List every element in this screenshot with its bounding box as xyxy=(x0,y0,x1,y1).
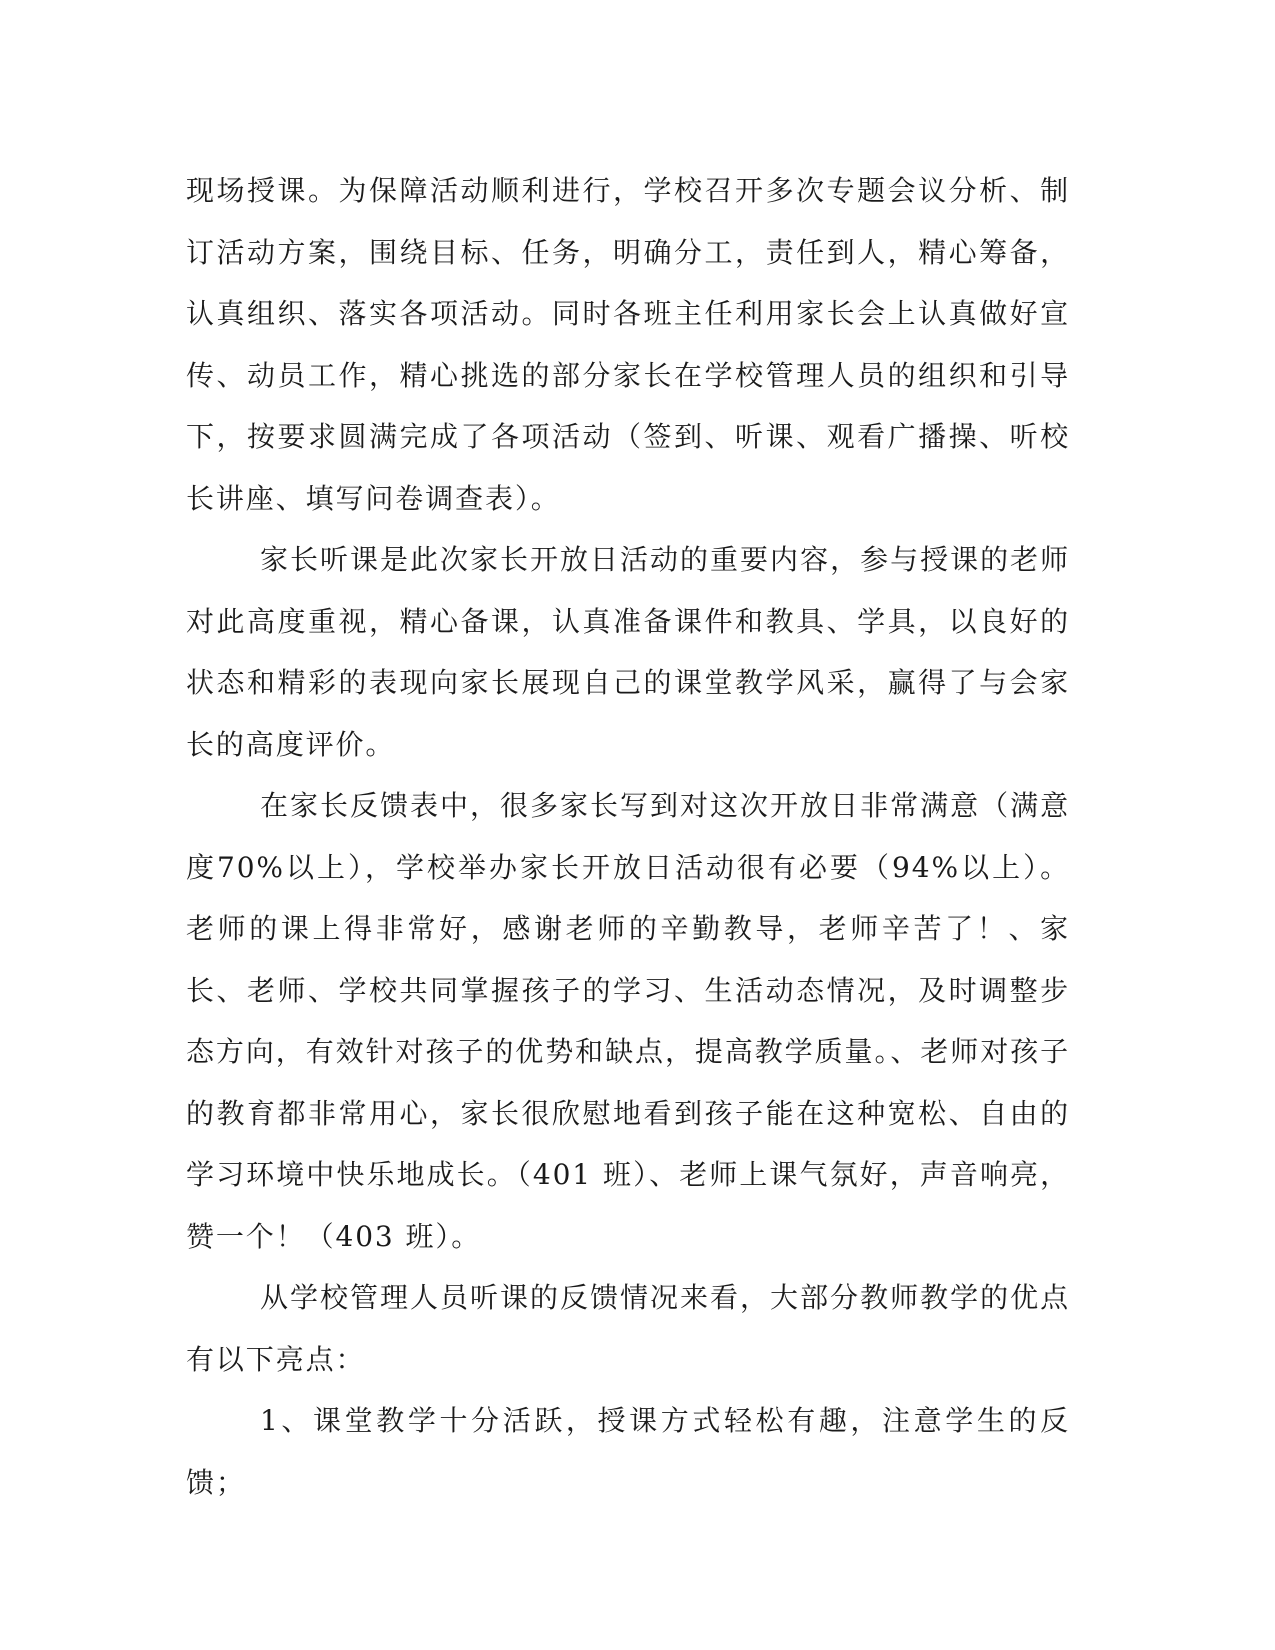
paragraph-parent-lesson-observation: 家长听课是此次家长开放日活动的重要内容，参与授课的老师对此高度重视，精心备课，认真准备课件和教具、学具，以良好的状态和精彩的表现向家长展现自己的课堂教学风采，赢得了与会家长的高度评价。 xyxy=(186,543,1070,761)
paragraph-parent-feedback: 在家长反馈表中，很多家长写到对这次开放日非常满意（满意度70%以上），学校举办家长开放日活动很有必要（94%以上）。老师的课上得非常好，感谢老师的辛勤教导，老师辛苦了！、家长、老师、学校共同掌握孩子的学习、生活动态情况，及时调整步态方向，有效针对孩子的优势和缺点，提高教学质量。、老师对孩子的教育都非常用心，家长很欣慰地看到孩子能在这种宽松、自由的学习环境中快乐地成长。（401 班）、老师上课气氛好，声音响亮，赞一个！（403 班）。 xyxy=(186,789,1070,1253)
paragraph-management-feedback: 从学校管理人员听课的反馈情况来看，大部分教师教学的优点有以下亮点： xyxy=(186,1281,1070,1376)
list-item-highlight-1: 1、课堂教学十分活跃，授课方式轻松有趣，注意学生的反馈； xyxy=(186,1404,1070,1499)
paragraph-activity-organization: 现场授课。为保障活动顺利进行，学校召开多次专题会议分析、制订活动方案，围绕目标、任务，明确分工，责任到人，精心筹备，认真组织、落实各项活动。同时各班主任利用家长会上认真做好宣传、动员工作，精心挑选的部分家长在学校管理人员的组织和引导下，按要求圆满完成了各项活动（签到、听课、观看广播操、听校长讲座、填写问卷调查表）。 xyxy=(186,174,1070,515)
document-body xyxy=(186,160,1070,1513)
